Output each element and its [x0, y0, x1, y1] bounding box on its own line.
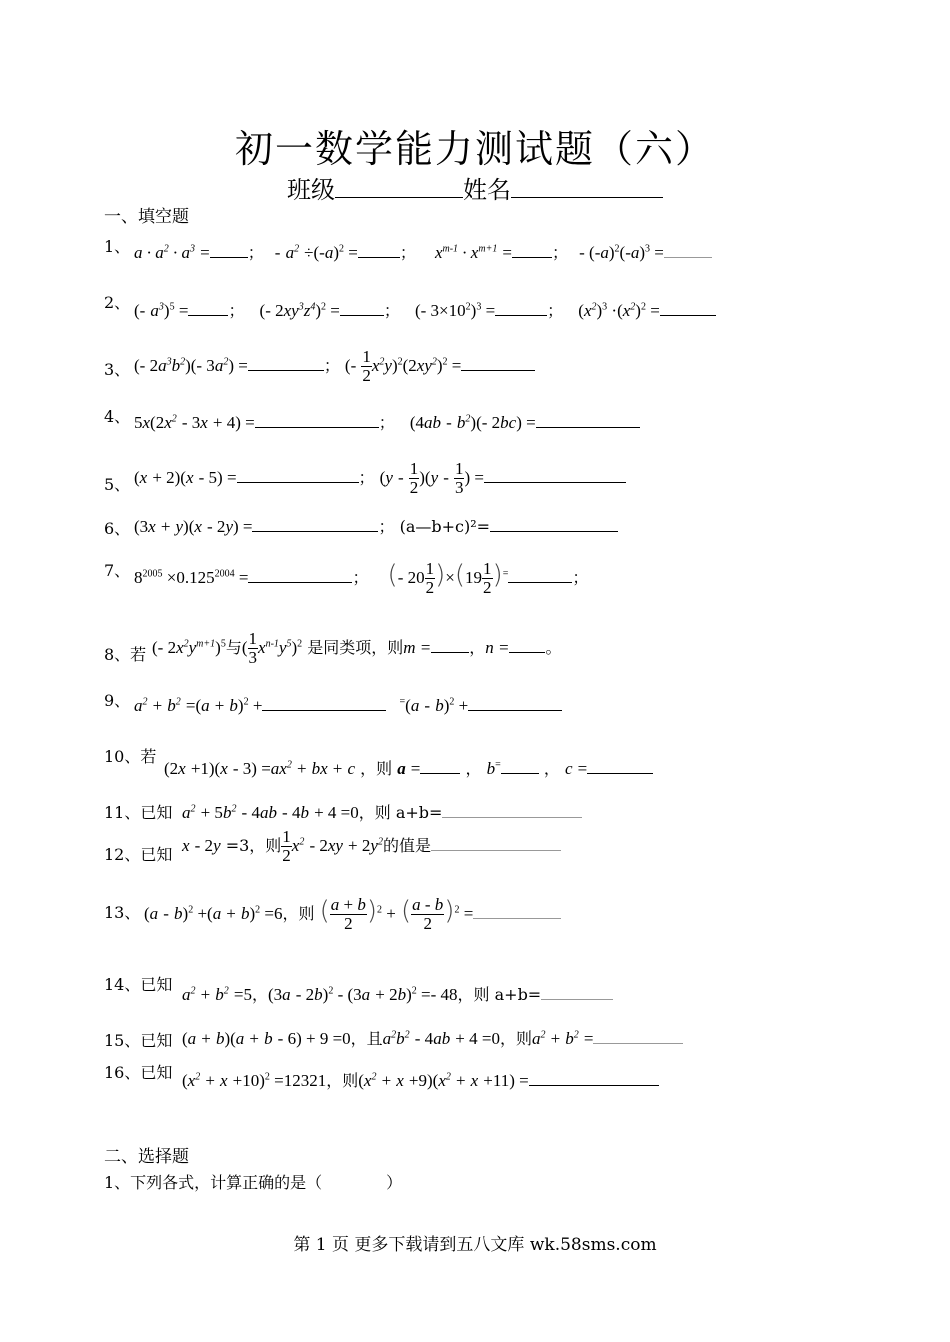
q5-number: 5、	[104, 475, 131, 494]
q15-expressions: (a + b)(a + b - 6) + 9 =0，且$a^2b^2 - 4ab + 4 =0$，则$a^2 + b^2$ =	[182, 1026, 683, 1049]
q4-number: 4、	[104, 407, 131, 426]
q12-expressions: x - 2y =3，则 $\frac{1}{2}$ $x^2 - 2xy + 2y^2$的值是	[182, 828, 561, 865]
q9-expressions: $a^2 + b^2 =(a + b)^2 + ^=(a - b)^2$ +	[134, 696, 562, 716]
q3-number: 3、	[104, 360, 131, 379]
q6-number: 6、	[104, 519, 131, 538]
q7-expressions: $8^{2005} \times 0.125^{2004}$ = ； (- 20 $\frac{1}{2}$ )×(19 $\frac{1}{2}$ )= ；	[134, 559, 589, 597]
q1-number: 1、	[104, 237, 131, 256]
q12-number: 12、已知	[104, 845, 173, 864]
q6-expressions: (3x + y)(x - 2y) = ； (a—b+c)²=	[134, 514, 618, 537]
q14-number: 14、已知	[104, 975, 173, 994]
page-title: 初一数学能力测试题（六）	[234, 127, 715, 171]
q14-expressions: $a^2 + b^2 =5$，$(3a - 2b)^2 - (3a + 2b)^2 =- 48$，则 a+b=	[182, 982, 613, 1005]
q5-expressions: (x + 2)(x - 5) = ； (y - $\frac{1}{2}$ )(y - $\frac{1}{3}$ ) =	[134, 460, 626, 497]
q10-number: 10、若	[104, 747, 157, 766]
q16-expressions: $(x^2 + x +10)^2 =12321$，则$(x^2 + x +9)(x^2 + x +11)$ =	[182, 1068, 659, 1091]
q10-expressions: $(2x +1)(x - 3) =ax^2$ + bx + c ，则 a = ， b= ， c =	[164, 756, 653, 779]
q8-number: 8、若	[104, 645, 147, 664]
q9-number: 9、	[104, 691, 131, 710]
section-multiple-choice: 二、选择题	[104, 1147, 189, 1167]
section-fill-blank: 一、填空题	[104, 207, 189, 227]
q11-number: 11、已知	[104, 803, 173, 822]
q15-number: 15、已知	[104, 1031, 173, 1050]
page-footer: 第 1 页 更多下载请到五八文库 wk.58sms.com	[293, 1235, 657, 1255]
q16-number: 16、已知	[104, 1063, 173, 1082]
name-label: 姓名	[463, 176, 511, 204]
name-blank[interactable]	[511, 175, 663, 198]
q2-number: 2、	[104, 293, 131, 312]
q2-expressions: (- $a^3)^5$ = ； (- $2xy^3z^4)^2$ = ； (- $3\times 10^2)^3$ = ； $(x^2)^3 \cdot(x^2)^2$ =	[134, 298, 716, 321]
q11-expressions: $a^2 + 5b^2 - 4ab - 4b + 4 =0$，则 a+b=	[182, 800, 582, 823]
class-blank[interactable]	[335, 175, 463, 198]
q8-expressions: (- $2x^2y^{m+1})^5$与( $\frac{1}{3}$ $x^{n-1}y^5)^2$ 是同类项，则m = ，n = 。	[152, 629, 562, 667]
student-info-line	[0, 170, 950, 205]
q13-expressions: $(a - b)^2 +(a + b)^2 =6$，则 ( $\frac{a + b}{2}$ )$^2$ + ( $\frac{a - b}{2}$ )$^2$ =	[144, 896, 561, 933]
q1-expressions: $a \cdot a^2 \cdot a^3$ = ； - $a^2 \div(-a)^2$ = ； $x^{m-1} \cdot x^{m+1}$ = ； - $(-a)^2(-a)^3$ =	[134, 240, 712, 263]
class-label: 班级	[287, 176, 335, 204]
q7-number: 7、	[104, 561, 131, 580]
q13-number: 13、	[104, 903, 141, 922]
q4-expressions: $5x(2x^2 - 3x + 4)$ = ； $(4ab - b^2)(-$ 2bc) =	[134, 410, 640, 433]
q3-expressions: (- $2a^3b^2)(-$ $3a^2$) = ； (- $\frac{1}{2}$ $x^2y)^2(2xy^2)^2$ =	[134, 348, 535, 385]
choice-question-1: 1、下列各式，计算正确的是（ ）	[104, 1173, 403, 1192]
